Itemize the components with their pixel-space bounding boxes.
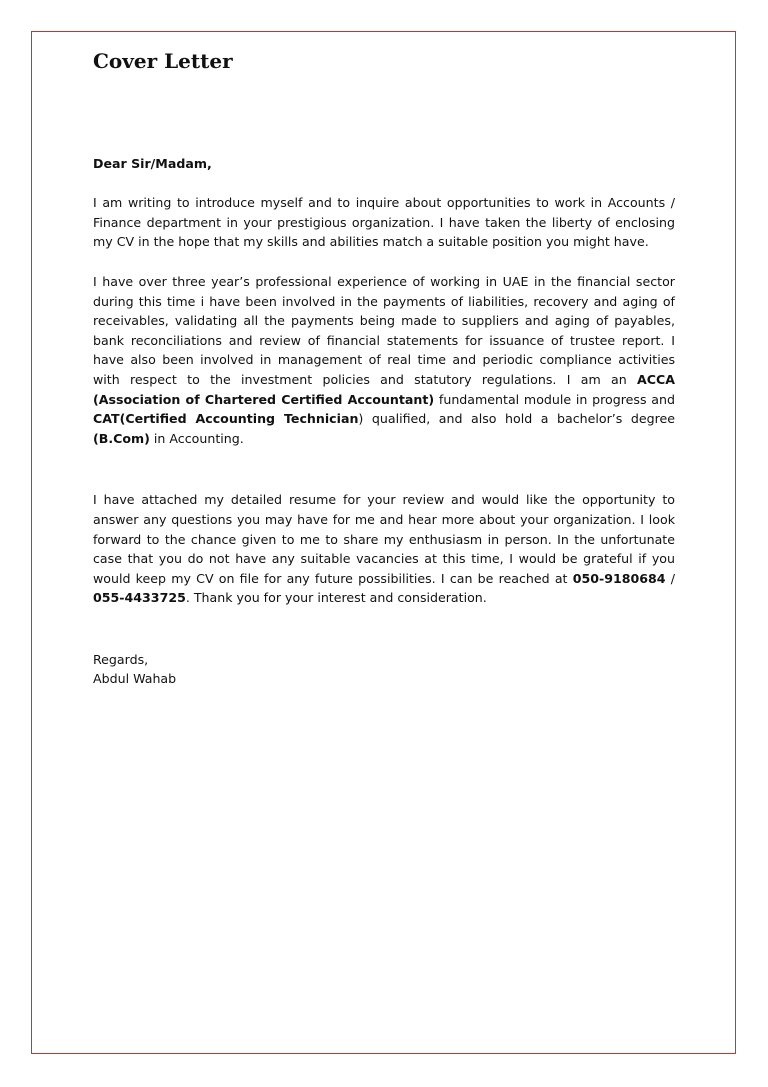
greeting: Dear Sir/Madam, (93, 156, 212, 171)
experience-text-4: in Accounting. (149, 430, 244, 446)
paragraph-experience (93, 272, 675, 448)
bcom-degree: (B.Com) (93, 430, 150, 446)
signature-name: Abdul Wahab (93, 671, 177, 687)
document-title: Cover Letter (93, 49, 233, 73)
letter-body (93, 154, 675, 689)
phone-number-2: 055-4433725 (93, 590, 186, 606)
cat-qualification: CAT(Certified Accounting Technician (93, 411, 359, 427)
phone-number-1: 050-9180684 (572, 570, 666, 586)
paragraph-intro: I am writing to introduce myself and to inquire about opportunities to work in Accounts / Finance department in your prestigious organization. I have taken the liberty of enclosing my CV in the hope that my skills and abilities match a suitable position you might have. (93, 195, 675, 250)
contact-text-1: I have attached my detailed resume for your review and would like the opportunity to answer any questions you may have for me and hear more about your organization. I look forward to the chance given to me to share my enthusiasm in person. In the unfortunate case that you do not have any suitable vacancies at this time, I would be grateful if you would keep my CV on file for any future possibilities. I can be reached at (93, 492, 675, 586)
experience-text-1: I have over three year’s professional experience of working in UAE in the financial sector during this time i have been involved in the payments of liabilities, recovery and aging of receivables, validating all the payments being made to suppliers and aging of payables, bank reconciliations and review of financial statements for issuance of trustee report. I have also been involved in management of real time and periodic compliance activities with respect to the investment policies and statutory regulations. I am an (93, 273, 675, 387)
closing-block (93, 650, 675, 689)
paragraph-contact (93, 490, 675, 608)
contact-text-2: . Thank you for your interest and consideration. (185, 590, 487, 606)
closing-salutation: Regards, (93, 651, 149, 667)
phone-separator: / (665, 570, 675, 586)
experience-text-2: fundamental module in progress and (434, 391, 675, 407)
acca-qualification: ACCA (Association of Chartered Certified Accountant) (93, 371, 675, 407)
experience-text-3: ) qualified, and also hold a bachelor’s degree (358, 411, 675, 427)
